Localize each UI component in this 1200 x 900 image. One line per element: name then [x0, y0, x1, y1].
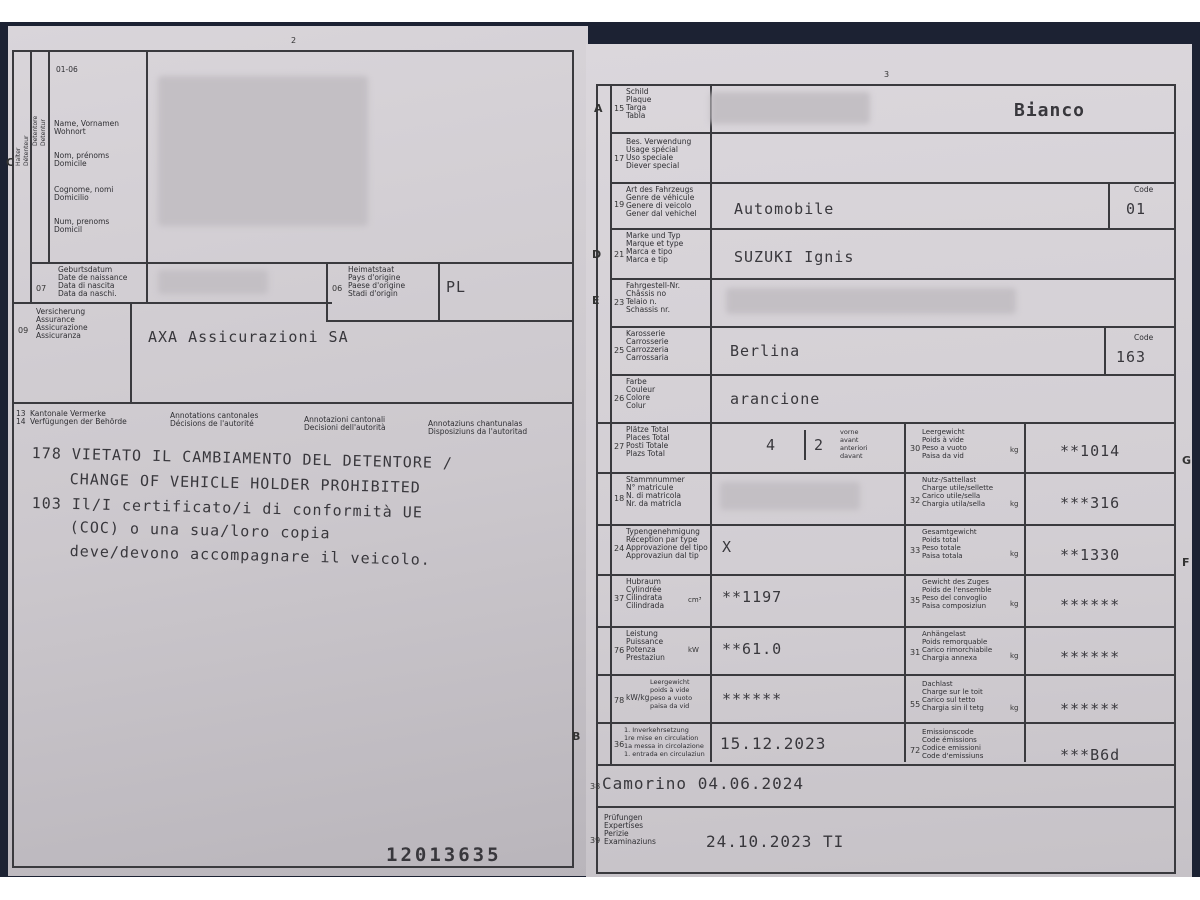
displacement-value: **1197	[722, 588, 783, 606]
annotation-line: (COC) o una sua/loro copia	[69, 518, 331, 543]
annotation-line: 178 VIETATO IL CAMBIAMENTO DEL DETENTORE /	[31, 444, 454, 473]
issue-place-date: Camorino 04.06.2024	[602, 774, 805, 793]
seats-label: Plätze Total Places Total Posti Totale Plazs Total	[626, 425, 670, 458]
insurance-value: AXA Assicurazioni SA	[148, 328, 349, 346]
make-model-value: SUZUKI Ignis	[734, 248, 855, 266]
left-page: 2 C Halter Détenteur Detentore Detentur 01-06 Name, Vornamen Wohnort Nom, prénoms Domicile Cognome, nomi Domicilio Num, prenoms Domicil 07 Geburtsdatum Date de naissance Data di nascita Data da naschi. 06 Heimatstaat Pays d'origine Paese d'origine Stadi d'origin PL 09 Versicherung Assurance Assicurazione Assicuranza AXA Assicurazioni SA 13 14 Kantonale Vermerke Verfügungen der Behörde Annotations cantonales Décisions de l'autorité Annotazioni cantonali Decisioni dell'autorità Annotaziuns chantunalas Disposiziuns da l'autoritad 178 VIETATO IL CAMBIAMENTO DEL DETENTORE / CHANGE OF VEHICLE HOLDER PROHIBITED 103 Il/I certificato/i di conformità UE (COC) o una sua/loro copia deve/devono accompagnare il veicolo. 12013635	[8, 26, 588, 876]
redacted-holder-name	[158, 76, 368, 226]
displacement-label: Hubraum Cylindrée Cilindrata Cilindrada	[626, 577, 665, 610]
redacted-matriculation-number	[720, 482, 860, 510]
annotations-header-it: Annotazioni cantonali Decisioni dell'autorità	[304, 415, 386, 432]
right-page: 3 A D E B G F 15 Schild Plaque Targa Tabla Bianco 17 Bes. Verwendung Usage spécial Uso speciale Diever special 19 Art des Fahrzeugs Genre de véhicule Genere di veicolo Gener dal vehichel Automobile Code 01 21 Marke und Typ Marque et type Marca e tipo Marca e tip SUZUKI Ignis 23 Fahrgestell-Nr. Châssis no Telaio n. Schassis nr. 25 Karosserie Carrosserie Carrozzeria Carrossaria Berlina Code 163 26 Farbe Couleur Colore Colur arancione 27 Plätze Total Places Total Posti Totale Plazs Total 4 2 vorne avant anteriori davant 30 Leergewicht Poids à vide Peso a vuoto Paisa da vid kg **1014 18 Stammnummer N° matricule N. di matricola Nr. da matricla 32 Nutz-/Sattellast Charge utile/sellette Carico utile/sella Chargia utila/sella kg ***316 24 Typengenehmigung Réception par type Approvazione del tipo Approvaziun dal tip X 33 Gesamtgewicht Poids total Peso totale Paisa totala kg **1330 37 Hubraum Cylindrée Cilindrata Cilindrada cm³ **1197 35 Gewicht des Zuges Poids de l'ensemble Peso del convoglio Paisa composiziun kg ****** 76 Leistung Puissance Potenza Prestaziun kW **61.0 31 Anhängelast Poids remorquable Carico rimorchiabile Chargia annexa kg ****** 78 kW/kg Leergewicht poids à vide peso a vuoto paisa da vid ****** 55 Dachlast Charge sur le toit Carico sul tetto Chargia sin il tetg kg ****** 36 1. Inverkehrsetzung 1re mise en circulation 1a messa in circolazione 1. entrada en circulaziun 15.12.2023 72 Emissionscode Code émissions Codice emissioni Code d'emissiuns ***B6d 38 Camorino 04.06.2024 39 Prüfungen Expertises Perizie Examinaziuns 24.10.2023 TI	[586, 44, 1192, 877]
holder-label-name: Name, Vornamen Wohnort	[54, 119, 120, 136]
redacted-birth-date	[158, 270, 268, 294]
body-label: Karosserie Carrosserie Carrozzeria Carrossaria	[626, 329, 669, 362]
emission-code-label: Emissionscode Code émissions Codice emissioni Code d'emissiuns	[922, 728, 984, 760]
field-01: 01-06	[56, 65, 78, 74]
payload-value: ***316	[1060, 494, 1121, 512]
annotations-header-rm: Annotaziuns chantunalas Disposiziuns da l'autoritad	[428, 419, 528, 436]
special-use-label: Bes. Verwendung Usage spécial Uso speciale Diever special	[626, 137, 692, 170]
roof-load-value: ******	[1060, 700, 1121, 718]
vehicle-type-label: Art des Fahrzeugs Genre de véhicule Genere di veicolo Gener dal vehichel	[626, 185, 697, 218]
trailer-load-label: Anhängelast Poids remorquable Carico rimorchiabile Chargia annexa	[922, 630, 993, 662]
annotations-header-de: Kantonale Vermerke Verfügungen der Behörde	[30, 409, 127, 426]
first-registration-date: 15.12.2023	[720, 734, 827, 753]
roof-load-label: Dachlast Charge sur le toit Carico sul tetto Chargia sin il tetg	[922, 680, 984, 712]
type-approval-value: X	[722, 538, 733, 556]
vehicle-type-code: 01	[1126, 200, 1147, 218]
chassis-label: Fahrgestell-Nr. Châssis no Telaio n. Schassis nr.	[626, 281, 681, 314]
plate-label: Schild Plaque Targa Tabla	[626, 87, 652, 120]
annotation-line: CHANGE OF VEHICLE HOLDER PROHIBITED	[69, 470, 421, 497]
seats-total-value: 4	[766, 436, 777, 454]
colour-value: arancione	[730, 390, 821, 408]
first-registration-label: 1. Inverkehrsetzung 1re mise en circulation 1a messa in circolazione 1. entrada en circulaziun	[624, 726, 705, 758]
matriculation-label: Stammnummer N° matricule N. di matricola Nr. da matricla	[626, 475, 685, 508]
train-weight-value: ******	[1060, 596, 1121, 614]
page-number: 3	[884, 70, 890, 79]
emission-code-value: ***B6d	[1060, 746, 1121, 764]
payload-label: Nutz-/Sattellast Charge utile/sellette Carico utile/sella Chargia utila/sella	[922, 476, 994, 508]
power-weight-label: kW/kg	[626, 693, 650, 702]
empty-weight-value: **1014	[1060, 442, 1121, 460]
power-value: **61.0	[722, 640, 783, 658]
origin-value: PL	[446, 278, 467, 296]
power-weight-value: ******	[722, 690, 783, 708]
total-weight-label: Gesamtgewicht Poids total Peso totale Paisa totala	[922, 528, 977, 560]
annotation-line: deve/devono accompagnare il veicolo.	[69, 542, 432, 569]
redacted-plate-number	[710, 92, 870, 124]
section-mark-c: C	[6, 156, 15, 169]
inspection-value: 24.10.2023 TI	[706, 832, 845, 851]
inspection-label: Prüfungen Expertises Perizie Examinaziuns	[604, 813, 656, 846]
power-label: Leistung Puissance Potenza Prestaziun	[626, 629, 665, 662]
photo-background	[0, 22, 1200, 877]
seats-front-value: 2	[814, 436, 825, 454]
total-weight-value: **1330	[1060, 546, 1121, 564]
trailer-load-value: ******	[1060, 648, 1121, 666]
redacted-chassis-number	[726, 288, 1016, 314]
holder-label-nom: Nom, prénoms Domicile	[54, 151, 110, 168]
holder-label-num: Num, prenoms Domicil	[54, 217, 110, 234]
birth-date-label: Geburtsdatum Date de naissance Data di nascita Data da naschi.	[58, 265, 128, 298]
holder-side-label-2: Detentore Detentur	[32, 115, 47, 146]
page-number: 2	[291, 36, 297, 45]
type-approval-label: Typengenehmigung Réception par type Approvazione del tipo Approvaziun dal tip	[626, 527, 708, 560]
train-weight-label: Gewicht des Zuges Poids de l'ensemble Peso del convoglio Paisa composiziun	[922, 578, 992, 610]
colour-label: Farbe Couleur Colore Colur	[626, 377, 656, 410]
empty-weight-label: Leergewicht Poids à vide Peso a vuoto Paisa da vid	[922, 428, 967, 460]
holder-label-cognome: Cognome, nomi Domicilio	[54, 185, 114, 202]
plate-colour-value: Bianco	[1014, 100, 1086, 121]
vehicle-type-value: Automobile	[734, 200, 835, 218]
holder-side-label: Halter Détenteur	[15, 135, 30, 166]
make-label: Marke und Typ Marque et type Marca e tipo Marca e tip	[626, 231, 684, 264]
origin-label: Heimatstaat Pays d'origine Paese d'origine Stadi d'origin	[348, 265, 406, 298]
body-code: 163	[1116, 348, 1147, 366]
insurance-label: Versicherung Assurance Assicurazione Assicuranza	[36, 307, 88, 340]
annotations-header-fr: Annotations cantonales Décisions de l'autorité	[170, 411, 259, 428]
document-serial-number: 12013635	[386, 844, 502, 866]
annotation-line: 103 Il/I certificato/i di conformità UE	[31, 494, 424, 522]
body-value: Berlina	[730, 342, 801, 360]
